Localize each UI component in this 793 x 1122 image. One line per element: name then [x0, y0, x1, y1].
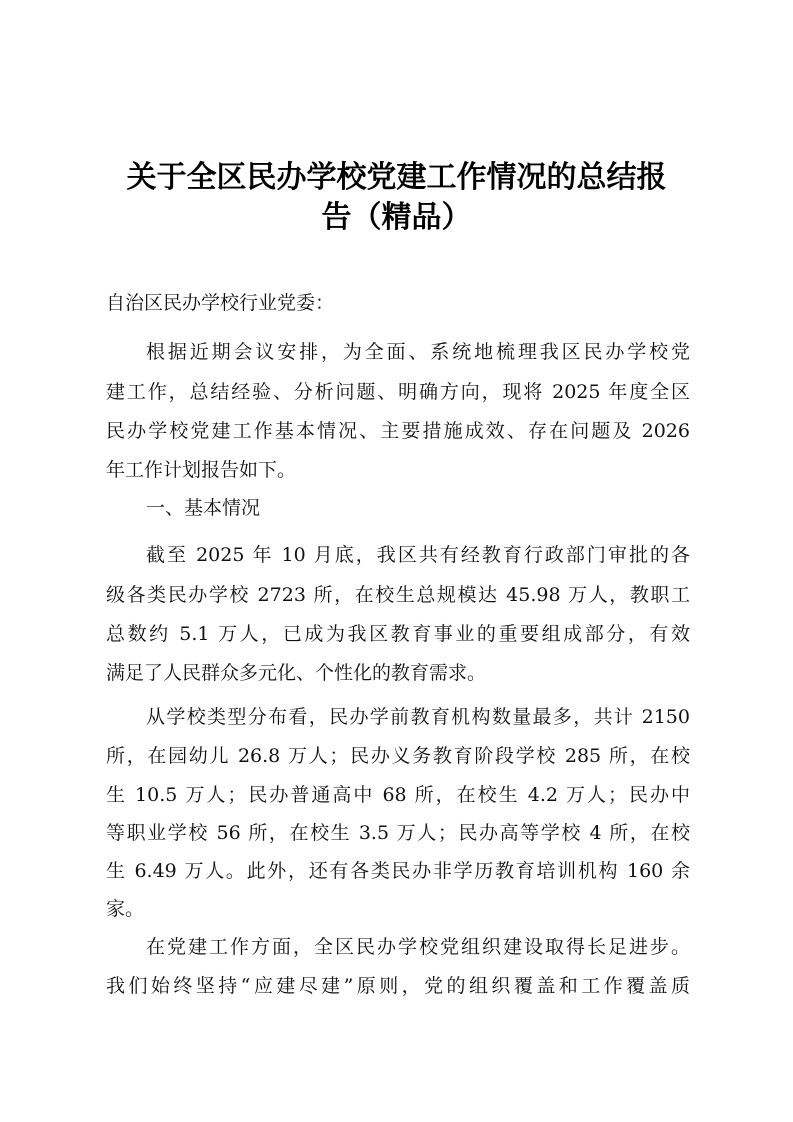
paragraph-4-line-2: 我们始终坚持“应建尽建”原则，党的组织覆盖和工作覆盖质: [106, 975, 690, 997]
paragraph-1-line-2: 建工作，总结经验、分析问题、明确方向，现将 2025 年度全区: [106, 381, 690, 403]
paragraph-1-line-1: 根据近期会议安排，为全面、系统地梳理我区民办学校党: [146, 341, 690, 363]
paragraph-2-line-3: 总数约 5.1 万人，已成为我区教育事业的重要组成部分，有效: [106, 623, 690, 645]
paragraph-3-line-1: 从学校类型分布看，民办学前教育机构数量最多，共计 2150: [146, 706, 690, 728]
paragraph-3-line-4: 等职业学校 56 所，在校生 3.5 万人；民办高等学校 4 所，在校: [106, 822, 690, 844]
paragraph-3-line-6: 家。: [106, 898, 145, 920]
section-heading-basic-situation: 一、基本情况: [146, 497, 261, 519]
paragraph-1-line-4: 年工作计划报告如下。: [106, 459, 297, 481]
paragraph-2-line-4: 满足了人民群众多元化、个性化的教育需求。: [106, 662, 487, 684]
paragraph-4-line-1: 在党建工作方面，全区民办学校党组织建设取得长足进步。: [146, 936, 690, 958]
title-line-2: 告（精品）: [321, 200, 472, 235]
paragraph-2-line-2: 级各类民办学校 2723 所，在校生总规模达 45.98 万人，教职工: [106, 584, 690, 606]
paragraph-1-line-3: 民办学校党建工作基本情况、主要措施成效、存在问题及 2026: [106, 420, 690, 442]
paragraph-3-line-2: 所，在园幼儿 26.8 万人；民办义务教育阶段学校 285 所，在校: [106, 745, 690, 767]
salutation: 自治区民办学校行业党委：: [106, 292, 335, 314]
paragraph-3-line-3: 生 10.5 万人；民办普通高中 68 所，在校生 4.2 万人；民办中: [106, 784, 690, 806]
paragraph-3-line-5: 生 6.49 万人。此外，还有各类民办非学历教育培训机构 160 余: [106, 860, 690, 882]
document-title: [100, 158, 693, 238]
paragraph-2-line-1: 截至 2025 年 10 月底，我区共有经教育行政部门审批的各: [146, 544, 690, 566]
title-line-1: 关于全区民办学校党建工作情况的总结报: [126, 160, 667, 195]
